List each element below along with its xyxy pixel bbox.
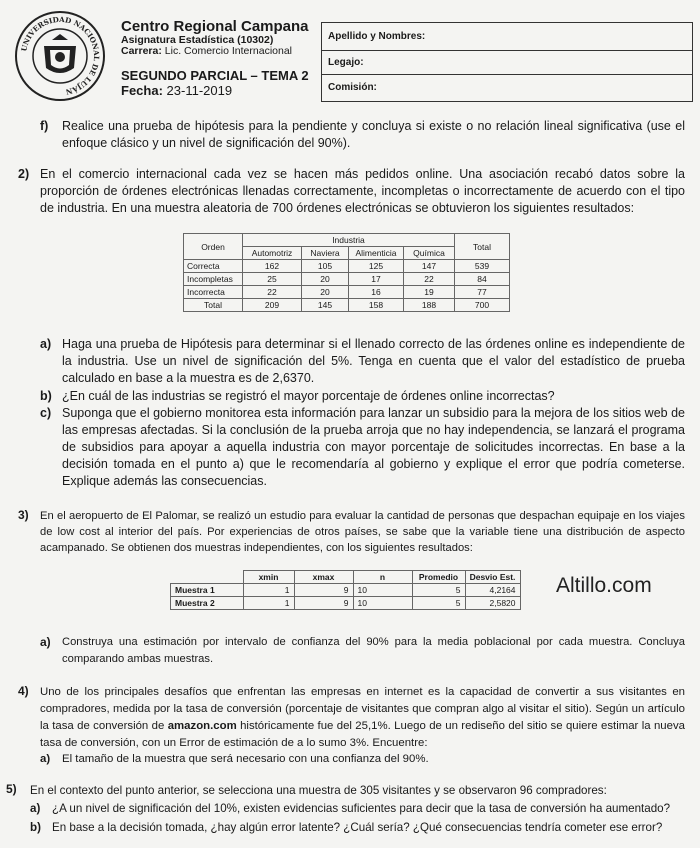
watermark-text: Altillo.com: [556, 574, 652, 597]
table-cell: 17: [349, 273, 404, 286]
item-label: a): [40, 337, 52, 351]
comision-field[interactable]: Comisión:: [328, 82, 377, 93]
institution-name: Centro Regional Campana: [121, 18, 309, 35]
item-text: Construya una estimación por intervalo de confianza del 90% para la media poblacional por cada muestra. Concluya comparando ambas muestras.: [62, 636, 685, 665]
question-4-text: [40, 684, 685, 752]
exam-title: SEGUNDO PARCIAL – TEMA 2: [121, 68, 309, 83]
table-cell: 4,2164: [465, 584, 520, 597]
table-cell: 539: [455, 260, 510, 273]
question-5a: [30, 800, 690, 817]
item-text: Suponga que el gobierno monitorea esta información para lanzar un subsidio para la mejora de los sitios web de las empresas afectadas. Si la conclusión de la prueba arroja que no hay independencia, se lanzará el programa de subsidios para apoyar a aquella industria con mayor porcentaje de solicitudes incorrectas. En base a la decisión tomada en el punto a) que le recomendaría al gobierno y explique el error que podría cometerse. Explique además las consecuencias.: [62, 406, 685, 488]
group-header: Industria: [243, 234, 455, 247]
item-label: b): [40, 389, 52, 403]
column-header: Desvio Est.: [465, 571, 520, 584]
column-header: Química: [404, 247, 455, 260]
table-cell: 10: [353, 584, 412, 597]
table-cell: 2,5820: [465, 597, 520, 610]
row-label: Correcta: [184, 260, 243, 273]
career-value: Lic. Comercio Internacional: [164, 45, 293, 57]
table-cell: 25: [243, 273, 302, 286]
table-cell: 20: [302, 273, 349, 286]
column-header: xmin: [243, 571, 294, 584]
university-seal: [14, 10, 106, 102]
item-label: f): [40, 119, 49, 133]
question-2c: [40, 405, 685, 490]
career-label: Carrera:: [121, 45, 162, 57]
name-field[interactable]: Apellido y Nombres:: [322, 23, 692, 51]
row-label: Incompletas: [184, 273, 243, 286]
total-header: Total: [455, 234, 510, 260]
column-header: xmax: [294, 571, 353, 584]
table-cell: 9: [294, 584, 353, 597]
text-before: Uno de los principales desafíos que enfrentan las empresas en internet es la capacidad de convertir a sus visitantes en compradores, medida por la tasa de conversión (porcentaje de visitantes que compran algo al visitar el sitio). Según un artículo la tasa de conversión de: [40, 686, 685, 732]
row-label: Muestra 1: [171, 584, 244, 597]
item-text: Realice una prueba de hipótesis para la pendiente y concluya si existe o no relación lineal significativa (use el enfoque clásico y un nivel de significación del 90%).: [62, 119, 685, 150]
text-after: históricamente fue del 25,1%. Luego de un rediseño del sitio se quiere estimar la nueva tasa de conversión, con un Error de estimación de a lo sumo 3%. Encuentre:: [40, 720, 685, 749]
exam-date: [121, 83, 232, 98]
column-header: [171, 571, 244, 584]
item-label: c): [40, 406, 52, 420]
table-cell: 105: [302, 260, 349, 273]
table-cell: 188: [404, 299, 455, 312]
table-cell: 22: [404, 273, 455, 286]
career-line: [121, 45, 292, 57]
item-text: En base a la decisión tomada, ¿hay algún error latente? ¿Cuál sería? ¿Qué consecuencias tendría cometer ese error?: [52, 821, 663, 834]
table-cell: 125: [349, 260, 404, 273]
table-cell: 77: [455, 286, 510, 299]
question-number: 5): [6, 782, 17, 796]
table-cell: 1: [243, 584, 294, 597]
samples-table: [170, 570, 521, 610]
row-label: Incorrecta: [184, 286, 243, 299]
question-1f: [40, 118, 685, 152]
question-4a: [40, 751, 685, 768]
subject-line: Asignatura Estadística (10302): [121, 34, 274, 46]
student-id-box: [321, 22, 693, 102]
table-cell: 147: [404, 260, 455, 273]
svg-text:UNIVERSIDAD NACIONAL DE LUJÁN: UNIVERSIDAD NACIONAL DE LUJÁN: [19, 14, 102, 97]
table-cell: 209: [243, 299, 302, 312]
orders-table: [183, 233, 510, 312]
question-number: 2): [18, 167, 30, 181]
row-header: Orden: [184, 234, 243, 260]
column-header: Automotriz: [243, 247, 302, 260]
question-2a: [40, 336, 685, 387]
date-label: Fecha:: [121, 83, 163, 98]
table-cell: 20: [302, 286, 349, 299]
question-2-text: En el comercio internacional cada vez se hacen más pedidos online. Una asociación recabó datos sobre la proporción de órdenes electrónicas llenadas correctamente, incompletas o incorrectamente de acuerdo con el tipo de industria. En una muestra aleatoria de 700 órdenes electrónicas se obtuvieron los siguientes resultados:: [40, 167, 685, 215]
table-cell: 162: [243, 260, 302, 273]
brand-name: amazon.com: [167, 720, 237, 732]
column-header: Naviera: [302, 247, 349, 260]
table-row: [171, 584, 521, 597]
item-label: b): [30, 821, 41, 834]
column-header: n: [353, 571, 412, 584]
item-label: a): [40, 753, 51, 765]
item-text: Haga una prueba de Hipótesis para determinar si el llenado correcto de las órdenes online es independiente de la industria. Use un nivel de significación del 5%. Tenga en cuenta que el valor del estadístico de prueba calculado en base a la muestra es de 2,6370.: [62, 337, 685, 385]
row-label: Total: [184, 299, 243, 312]
question-5-text: En el contexto del punto anterior, se selecciona una muestra de 305 visitantes y se observaron 96 compradores:: [30, 784, 607, 797]
question-number: 3): [18, 508, 29, 522]
table-cell: 5: [412, 584, 465, 597]
table-row: [184, 260, 510, 273]
table-cell: 700: [455, 299, 510, 312]
column-header: Promedio: [412, 571, 465, 584]
item-text: ¿A un nivel de significación del 10%, existen evidencias suficientes para decir que la tasa de conversión ha aumentado?: [52, 802, 671, 815]
table-cell: 158: [349, 299, 404, 312]
question-number: 4): [18, 684, 29, 698]
question-3a: [40, 634, 685, 668]
table-cell: 10: [353, 597, 412, 610]
question-5b: [30, 819, 690, 836]
item-label: a): [30, 802, 41, 815]
item-label: a): [40, 635, 51, 649]
legajo-field[interactable]: Legajo:: [322, 51, 692, 75]
date-value: 23-11-2019: [166, 83, 233, 98]
column-header: Alimenticia: [349, 247, 404, 260]
question-2b: [40, 388, 685, 405]
item-text: El tamaño de la muestra que será necesario con una confianza del 90%.: [62, 753, 429, 765]
item-text: ¿En cuál de las industrias se registró el mayor porcentaje de órdenes online incorrectas?: [62, 389, 555, 403]
table-row: [184, 273, 510, 286]
table-cell: 22: [243, 286, 302, 299]
row-label: Muestra 2: [171, 597, 244, 610]
table-row: [171, 597, 521, 610]
table-cell: 19: [404, 286, 455, 299]
table-cell: 9: [294, 597, 353, 610]
table-cell: 5: [412, 597, 465, 610]
table-row: [184, 299, 510, 312]
question-3-text: En el aeropuerto de El Palomar, se realizó un estudio para evaluar la cantidad de personas que despachan equipaje en los viajes de low cost al interior del país. Por experiencias de otros países, se sabe que la variable tiene una distribución de aspecto acampanado. Se obtienen dos muestras independientes, con los siguientes resultados:: [40, 510, 685, 554]
table-row: [184, 286, 510, 299]
table-cell: 145: [302, 299, 349, 312]
table-cell: 84: [455, 273, 510, 286]
table-cell: 16: [349, 286, 404, 299]
table-cell: 1: [243, 597, 294, 610]
